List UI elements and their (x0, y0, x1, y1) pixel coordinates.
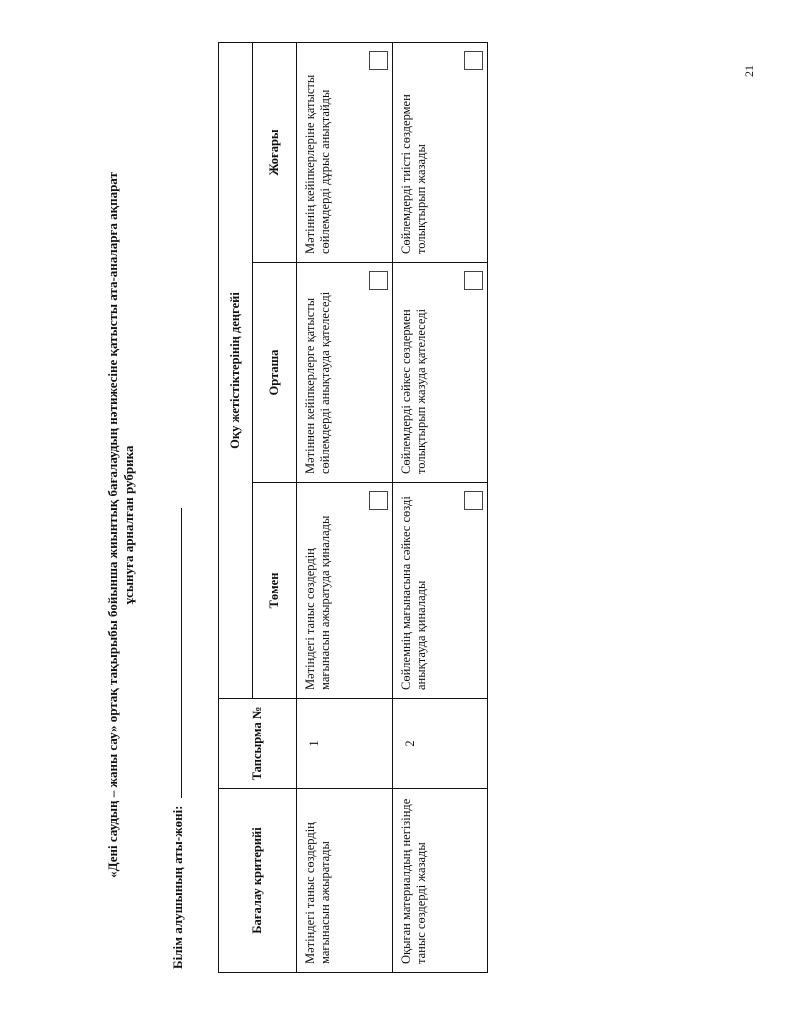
header-mid: Орташа (253, 263, 297, 483)
row1-high-text: Мәтіннің кейіпкерлеріне қатысты сөйлемдерді дұрыс анықтайды (303, 74, 332, 254)
header-criteria: Бағалау критерийі (219, 789, 297, 973)
row1-task: 1 (297, 699, 393, 789)
header-task: Тапсырма № (219, 699, 297, 789)
row1-mid (297, 263, 393, 483)
student-name-line (170, 508, 182, 798)
row1-high (297, 43, 393, 263)
page-title (105, 55, 137, 995)
title-line-2: ұсынуға арналған рубрика (121, 445, 136, 605)
row2-criteria: Оқыған материалдың негізінде таныс сөздерді жазады (392, 789, 488, 973)
student-name-field (170, 508, 186, 969)
row2-mid-checkbox[interactable] (464, 271, 483, 290)
title-line-1: «Дені саудың – жаны сау» ортақ тақырыбы бойынша жиынтық бағалаудың нәтижесіне қатысты ата-аналарға ақпарат (105, 172, 120, 878)
row1-mid-text: Мәтіннен кейіпкерлерге қатысты сөйлемдерді анықтауда қателеседі (303, 291, 332, 474)
rubric-table (218, 42, 488, 973)
row2-mid (392, 263, 488, 483)
row2-mid-text: Сөйлемдерді сәйкес сөздермен толықтырып жазуда қателеседі (398, 308, 428, 474)
row2-high (392, 43, 488, 263)
table-row (297, 43, 393, 973)
row1-low-checkbox[interactable] (369, 491, 388, 510)
row1-low (297, 483, 393, 699)
header-low: Төмен (253, 483, 297, 699)
row1-high-checkbox[interactable] (369, 51, 388, 70)
student-name-label: Білім алушының аты-жөні: (170, 805, 185, 969)
row1-criteria: Мәтіндегі таныс сөздердің мағынасын ажыратады (297, 789, 393, 973)
row2-low-text: Сөйлемнің мағынасына сәйкес сөзді анықтауда қиналады (398, 496, 428, 690)
page-number: 21 (742, 65, 756, 77)
row2-low-checkbox[interactable] (464, 491, 483, 510)
row2-high-checkbox[interactable] (464, 51, 483, 70)
header-levels: Оқу жетістіктерінің деңгейі (219, 43, 253, 699)
row1-mid-checkbox[interactable] (369, 271, 388, 290)
row1-low-text: Мәтіндегі таныс сөздердің мағынасын ажыратуда қиналады (303, 515, 332, 690)
row2-high-text: Сөйлемдерді тиісті сөздермен толықтырып жазады (398, 94, 428, 254)
header-high: Жоғары (253, 43, 297, 263)
row2-task: 2 (392, 699, 488, 789)
table-row (392, 43, 488, 973)
row2-low (392, 483, 488, 699)
